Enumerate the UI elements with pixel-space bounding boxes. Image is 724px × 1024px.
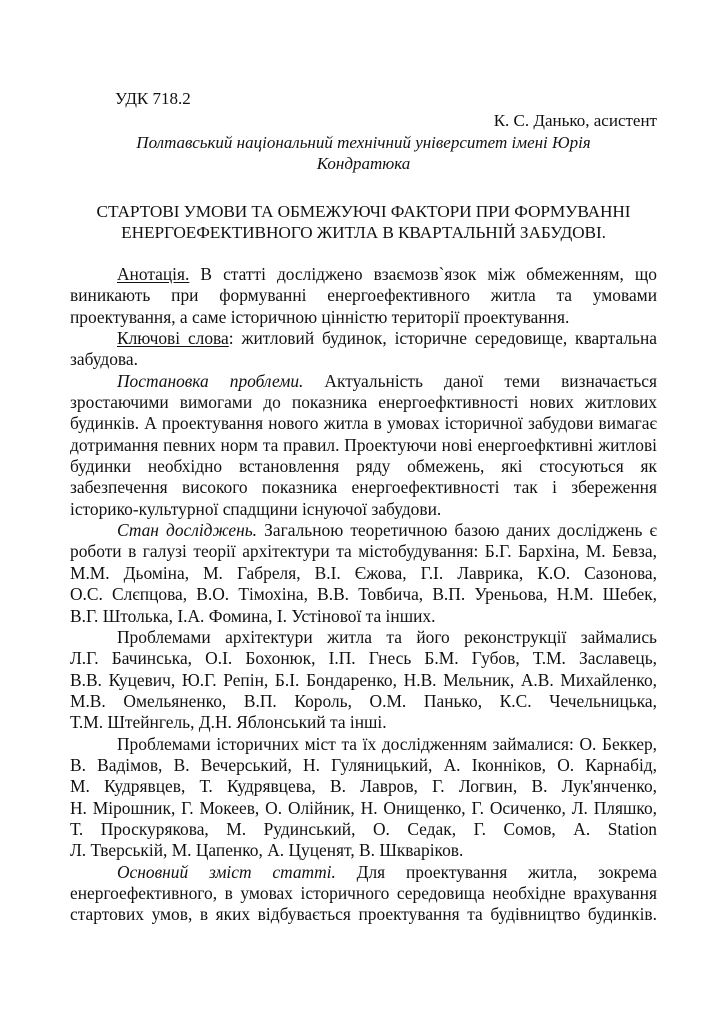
text-line: М.В. Омельяненко, В.П. Король, О.М. Панько, К.С. Чечельницька, bbox=[70, 690, 657, 711]
text-line: забезпечення високого показника енергоефективності так і збереження bbox=[70, 477, 657, 498]
text-line: Проблемами історичних міст та їх дослідженням займалися: О. Беккер, bbox=[117, 733, 657, 754]
text-line: проектування, а саме історичною цінністю території проектування. bbox=[70, 306, 570, 327]
text-line: Т.М. Штейнгель, Д.Н. Яблонський та інші. bbox=[70, 712, 387, 733]
text-line: забудова. bbox=[70, 349, 138, 370]
housing-paragraph bbox=[70, 627, 657, 734]
abstract-paragraph bbox=[70, 264, 657, 328]
text-line: будинків. А проектування нового житла в умовах історичної забудови вимагає bbox=[70, 413, 657, 434]
main-content-label: Основний зміст статті. bbox=[117, 861, 336, 882]
text-line: Проблемами архітектури житла та його реконструкції займались bbox=[117, 626, 657, 647]
text-line: енергоефективного, в умовах історичного середовища необхідне врахування bbox=[70, 882, 657, 903]
text-line: Л. Тверській, М. Цапенко, А. Цуценят, В. Шкваріков. bbox=[70, 840, 464, 861]
text-line: Анотація. В статті досліджено взаємозв`язок між обмеженням, що bbox=[117, 264, 657, 284]
main-content-paragraph bbox=[70, 862, 657, 926]
abstract-label: Анотація. bbox=[117, 264, 190, 284]
text-line: Т. Проскурякова, М. Рудинський, О. Седак, Г. Сомов, А. Station bbox=[70, 818, 657, 839]
text-line: історико-культурної спадщини існуючої забудови. bbox=[70, 498, 442, 519]
text-line: дотримання певних норм та правил. Проектуючи нові енергоефктивні житлові bbox=[70, 434, 657, 455]
text-line: роботи в галузі теорії архітектури та містобудування: Б.Г. Бархіна, М. Бевза, bbox=[70, 541, 657, 562]
author-line: К. С. Данько, асистент bbox=[493, 111, 657, 130]
text-line: В.В. Куцевич, Ю.Г. Репін, Б.І. Бондаренко, Н.В. Мельник, А.В. Михайленко, bbox=[70, 669, 657, 690]
text-line: зростаючими вимогами до показника енергоефктивності нових житлових bbox=[70, 392, 657, 413]
text-line: О.С. Слєпцова, В.О. Тімохіна, В.В. Товбича, В.П. Уреньова, Н.М. Шебек, bbox=[70, 584, 657, 605]
text-line: М.М. Дьоміна, М. Габреля, В.І. Єжова, Г.І. Лаврика, К.О. Сазонова, bbox=[70, 562, 657, 583]
problem-label: Постановка проблеми. bbox=[117, 370, 304, 391]
article-body bbox=[70, 264, 657, 926]
udc-code: УДК 718.2 bbox=[115, 89, 191, 108]
text-line: В. Вадімов, В. Вечерський, Н. Гуляницький, А. Іконніков, О. Карнабід, bbox=[70, 754, 657, 775]
state-paragraph bbox=[70, 520, 657, 627]
text-line: М. Кудрявцев, Т. Кудрявцева, В. Лавров, Г. Логвин, В. Лук'янченко, bbox=[70, 776, 657, 797]
text-line: стартових умов, в яких відбувається проектування та будівництво будинків. bbox=[70, 904, 657, 925]
text-line: Основний зміст статті. Для проектування житла, зокрема bbox=[117, 861, 657, 882]
cities-paragraph bbox=[70, 734, 657, 862]
text-line: Л.Г. Бачинська, О.І. Бохонюк, І.П. Гнесь Б.М. Губов, Т.М. Заславець, bbox=[70, 648, 657, 669]
article-title bbox=[70, 201, 657, 244]
affiliation-line: Кондратюка bbox=[316, 154, 411, 174]
keywords-paragraph bbox=[70, 328, 657, 371]
text-line: виникають при формуванні енергоефективного житла та умовами bbox=[70, 285, 657, 306]
text-line: Постановка проблеми. Актуальність даної теми визначається bbox=[117, 370, 657, 391]
text-line: В.Г. Штолька, І.А. Фомина, І. Устінової та інших. bbox=[70, 605, 436, 626]
affiliation bbox=[70, 132, 657, 175]
title-line: ЕНЕРГОЕФЕКТИВНОГО ЖИТЛА В КВАРТАЛЬНІЙ ЗАБУДОВІ. bbox=[121, 223, 606, 243]
text-line: Стан досліджень. Загальною теоретичною базою даних досліджень є bbox=[117, 520, 657, 541]
problem-paragraph bbox=[70, 371, 657, 520]
text-line: будинки необхідно встановлення ряду обмежень, які стосуються як bbox=[70, 456, 657, 477]
keywords-label: Ключові слова bbox=[117, 328, 229, 349]
affiliation-line: Полтавський національний технічний університет імені Юрія bbox=[136, 133, 591, 152]
state-label: Стан досліджень. bbox=[117, 520, 258, 541]
title-line: СТАРТОВІ УМОВИ ТА ОБМЕЖУЮЧІ ФАКТОРИ ПРИ ФОРМУВАННІ bbox=[96, 202, 631, 221]
text-line: Н. Мірошник, Г. Мокеев, О. Олійник, Н. Онищенко, Г. Осиченко, Л. Пляшко, bbox=[70, 797, 657, 818]
text-line: Ключові слова: житловий будинок, історичне середовище, квартальна bbox=[117, 328, 657, 349]
